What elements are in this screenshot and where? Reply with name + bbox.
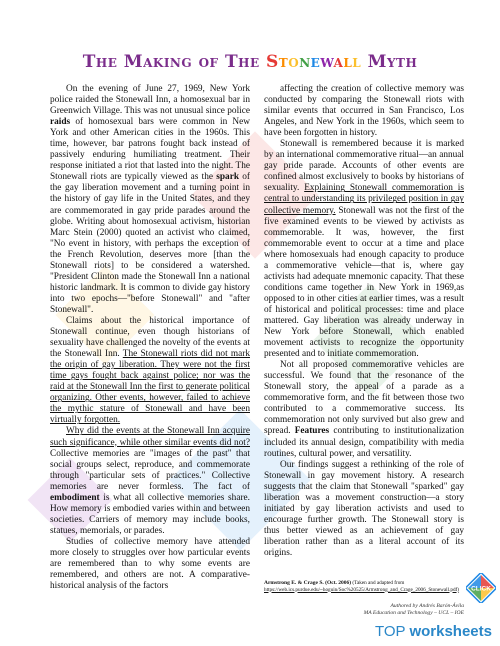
title-letter: S [266,52,279,72]
bold-term: embodiment [50,492,100,503]
paragraph [50,316,250,426]
text-run: affecting the creation of collective memory was conducted by comparing the Stonewall riots with similar events that occurred in San Francisco, Los Angeles, and New York in the 1960s, which seem to have been forgotten in history. [264,84,464,139]
logo-text: CLICK [471,585,491,593]
title-letter: n [299,52,311,72]
text-run: Collective memories are "images of the past" that social groups select, reproduce, and commemorate through "particular sets of practices." Collective memories are never formless. The fact of [50,448,250,492]
title-letter: w [320,52,334,72]
credit-line-1: Authored by Andrés Barón-Ávila [390,603,464,609]
page-title [0,52,500,72]
brand-logo[interactable] [375,623,492,640]
title-letter: o [288,52,300,72]
citation [264,580,464,593]
paragraph [50,537,250,592]
title-suffix: Myth [361,52,418,72]
title-prefix: The Making of The [82,52,267,72]
text-run: Claims about the historical importance of Stonewall continue, even though historians of sexuality have challenged the novelty of the events at the Stonewall Inn. [50,315,250,360]
paragraph [264,139,464,360]
text-run: On the evening of June 27, 1969, New York police raided the Stonewall Inn, a homosexual bar in Greenwich Village. This was not unusual since police [50,84,250,117]
underlined-text: The Stonewall riots did not mark the origin of gay liberation. They were not the first time gays fought back against police; nor was the raid at the Stonewall Inn the first to generate political organizing. Other events, however, failed to achieve the mythic stature of Stonewall and have been virtually forgotten. [50,349,250,426]
paragraph [50,84,250,316]
paragraph [264,360,464,459]
text-run: Stonewall was not the first of the five examined events to be viewed by activists as commemorable. It was, however, the first commemorable event to occur at a time and place where homosexuals had enough capacity to produce a commemorative vehicle—that is, where gay activists had adequate mnemonic capacity. That these conditions came together in New York in 1969,as opposed to in other cities at earlier times, was a result of historical and political processes: time and place mattered. Gay liberation was already underway in New York before Stonewall, which enabled movement activists to recognize the opportunity presented and to initiate commemoration. [264,205,464,360]
citation-authors: Armstrong E. & Crage S. (Oct. 2006) [264,580,352,586]
citation-link[interactable]: https://web.ics.purdue.edu/~hoguin/Soc%20525/Armstrong_and_Crage_2006_Stonewall.pdf) [264,586,460,593]
author-credit [300,603,464,617]
brand-suffix: worksheets [409,623,492,640]
text-run: is what all collective memories share. How memory is embodied varies within and between societies. Carriers of memory may include books, statues, memorials, or parades. [50,492,250,536]
click-logo-icon [466,573,496,603]
underlined-text: Why did the events at the Stonewall Inn acquire such significance, while other similar events did not? [50,426,250,448]
paragraph [50,426,250,536]
left-column [50,84,250,592]
paragraph [264,84,464,139]
text-run: of the gay liberation movement and a turning point in the history of gay life in the United States, and they are commemorated in gay pride parades around the globe. Writing about homosexual activism, historian Marc Stein (2000) quoted an activist who claimed, "No event in history, with perhaps the exception of the French Revolution, deserves more [than the Stonewall riots] to be considered a watershed. "President Clinton made the Stonewall Inn a national historic landmark. It is common to divide gay history into two epochs—"before Stonewall" and "after Stonewall". [50,172,250,315]
text-run: Studies of collective memory have attended more closely to struggles over how particular events are remembered than to why some events are remembered, and others are not. A comparative-historical analysis of the factors [50,536,250,592]
right-column [264,84,464,559]
title-letter: t [278,52,289,72]
title-letter: e [310,52,321,72]
brand-prefix: TOP [374,623,406,640]
bold-term: Features [294,426,330,437]
text-run: Stonewall is remembered because it is marked by an international commemorative ritual—an annual gay pride parade. Accounts of other events are confined almost exclusively to books by historians of sexuality. [264,139,464,194]
bold-term: spark [216,172,239,183]
bold-term: raids [50,117,71,128]
text-run: contributing to institutionalization included its annual design, compatibility with media routines, cultural power, and versatility. [264,426,464,459]
title-highlight [266,52,361,72]
credit-line-2: MA Education and Technology – UCL – IOE [363,609,464,616]
title-letter: l [343,52,353,72]
title-letter: l [352,52,362,72]
text-run: Our findings suggest a rethinking of the role of Stonewall in gay movement history. A research suggests that the claim that Stonewall "sparked" gay liberation was a movement construction—a story initiated by gay liberation activists and used to encourage further growth. The Stonewall story is thus better viewed as an achievement of gay liberation rather than as a literal account of its origins. [264,459,464,558]
underlined-text: Explaining Stonewall commemoration is central to understanding its privileged position in gay collective memory. [264,183,464,216]
text-run: Not all proposed commemorative vehicles are successful. We found that the resonance of the Stonewall story, the appeal of a parade as a commemorative form, and the fit between those two contributed to a commemorative success. Its commemoration not only survived but also grew and spread. [264,360,464,437]
title-letter: a [333,52,344,72]
text-run: of homosexual bars were common in New York and other American cities in the 1960s. This time, however, bar patrons fought back instead of passively enduring humiliating treatment. Their response initiated a riot that lasted into the night. The Stonewall riots are typically viewed as the [50,117,250,183]
paragraph [264,460,464,559]
citation-note: (Taken and adapted from [352,580,405,586]
